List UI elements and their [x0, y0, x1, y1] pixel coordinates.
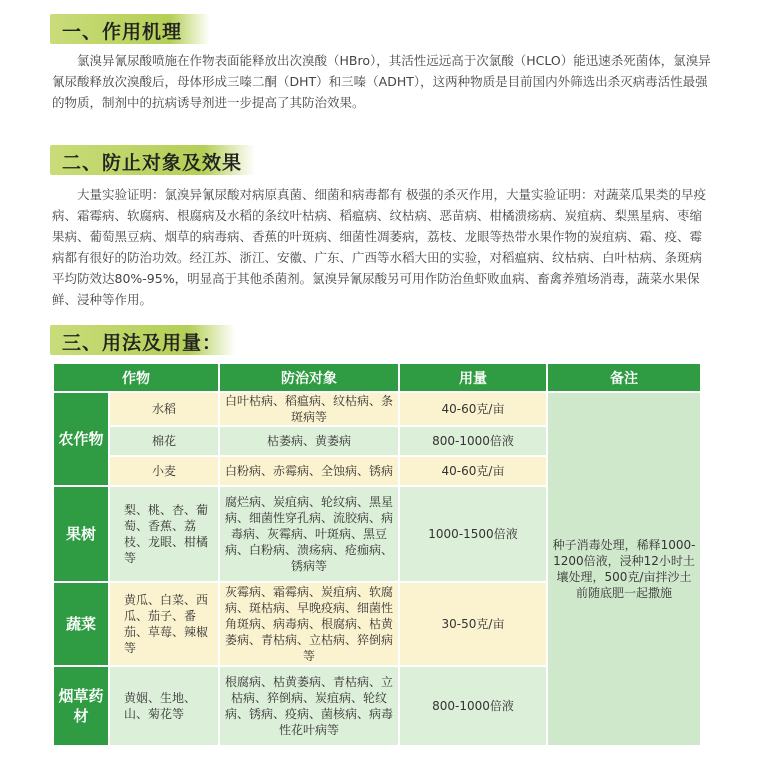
effect-text: 大量实验证明：氯溴异氰尿酸对病原真菌、细菌和病毒都有 极强的杀灭作用，大量实验证明：对蔬菜瓜果类的早疫病、霜霉病、软腐病、根腐病及水稻的条纹叶枯病、稻瘟病、纹枯病、恶苗病、柑橘溃疡病、炭疽病、梨黑星病、枣缩果病、葡萄黑豆病、烟草的病毒病、香蕉的叶斑病、细菌性凋萎病，荔枝、龙眼等热带水果作物的炭疽病、霜、疫、霉病都有很好的防治功效。经江苏、浙江、安徽、广东、广西等水稻大田的实验，对稻瘟病、纹枯病、白叶枯病、条斑病平均防效达80%-95%，明显高于其他杀菌剂。氯溴异氰尿酸另可用作防治鱼虾败血病、畜禽养殖场消毒，蔬菜水果保鲜、浸种等作用。 — [52, 187, 706, 307]
section-title: 三、用法及用量： — [62, 332, 223, 354]
crop-cell: 水稻 — [109, 392, 219, 426]
section-title: 一、作用机理 — [62, 21, 183, 43]
target-cell: 白粉病、赤霉病、全蚀病、锈病 — [219, 456, 399, 486]
group-vegetables: 蔬菜 — [53, 582, 109, 666]
dosage-cell: 800-1000倍液 — [399, 426, 547, 456]
header-note: 备注 — [547, 363, 701, 392]
dosage-cell: 40-60克/亩 — [399, 392, 547, 426]
header-target: 防治对象 — [219, 363, 399, 392]
table-header-row — [53, 363, 701, 392]
group-tobacco-herbs: 烟草药材 — [53, 666, 109, 746]
target-cell: 根腐病、枯黄萎病、青枯病、立枯病、猝倒病、炭疽病、轮纹病、锈病、疫病、菌核病、病毒性花叶病等 — [219, 666, 399, 746]
target-cell: 枯萎病、黄萎病 — [219, 426, 399, 456]
section-heading-targets — [50, 145, 255, 175]
group-field-crops: 农作物 — [53, 392, 109, 486]
table-row — [53, 392, 701, 426]
dosage-cell: 1000-1500倍液 — [399, 486, 547, 582]
header-dosage: 用量 — [399, 363, 547, 392]
group-fruit-trees: 果树 — [53, 486, 109, 582]
header-crop: 作物 — [53, 363, 219, 392]
crop-cell: 黄瓜、白菜、西瓜、茄子、番茄、草莓、辣椒等 — [109, 582, 219, 666]
dosage-cell: 40-60克/亩 — [399, 456, 547, 486]
crop-cell: 棉花 — [109, 426, 219, 456]
dosage-cell: 800-1000倍液 — [399, 666, 547, 746]
section-title: 二、防止对象及效果 — [62, 152, 243, 174]
mechanism-paragraph — [52, 50, 712, 113]
crop-cell: 黄姻、生地、山、菊花等 — [109, 666, 219, 746]
mechanism-text: 氯溴异氰尿酸喷施在作物表面能释放出次溴酸（HBro），其活性远远高于次氯酸（HCLO）能迅速杀死菌体，氯溴异氰尿酸释放次溴酸后，母体形成三嗪二酮（DHT）和三嗪（ADHT），这两种物质是目前国内外筛选出杀灭病毒活性最强的物质，制剂中的抗病诱导剂进一步提高了其防治效果。 — [52, 53, 711, 110]
target-cell: 腐烂病、炭疽病、轮纹病、黑星病、细菌性穿孔病、流胶病、病毒病、灰霉病、叶斑病、黑豆病、白粉病、溃疡病、疮痂病、锈病等 — [219, 486, 399, 582]
dosage-cell: 30-50克/亩 — [399, 582, 547, 666]
section-heading-mechanism — [50, 14, 210, 44]
effect-paragraph — [52, 184, 712, 310]
usage-table — [52, 362, 702, 747]
target-cell: 灰霉病、霜霉病、炭疽病、软腐病、斑枯病、早晚疫病、细菌性角斑病、病毒病、根腐病、枯黄萎病、青枯病、立枯病、猝倒病等 — [219, 582, 399, 666]
section-heading-usage — [50, 325, 235, 355]
note-cell: 种子消毒处理，稀释1000-1200倍液，浸种12小时土壤处理，500克/亩拌沙土前随底肥一起撒施 — [547, 392, 701, 746]
target-cell: 白叶枯病、稻瘟病、纹枯病、条斑病等 — [219, 392, 399, 426]
crop-cell: 梨、桃、杏、葡萄、香蕉、荔枝、龙眼、柑橘等 — [109, 486, 219, 582]
crop-cell: 小麦 — [109, 456, 219, 486]
